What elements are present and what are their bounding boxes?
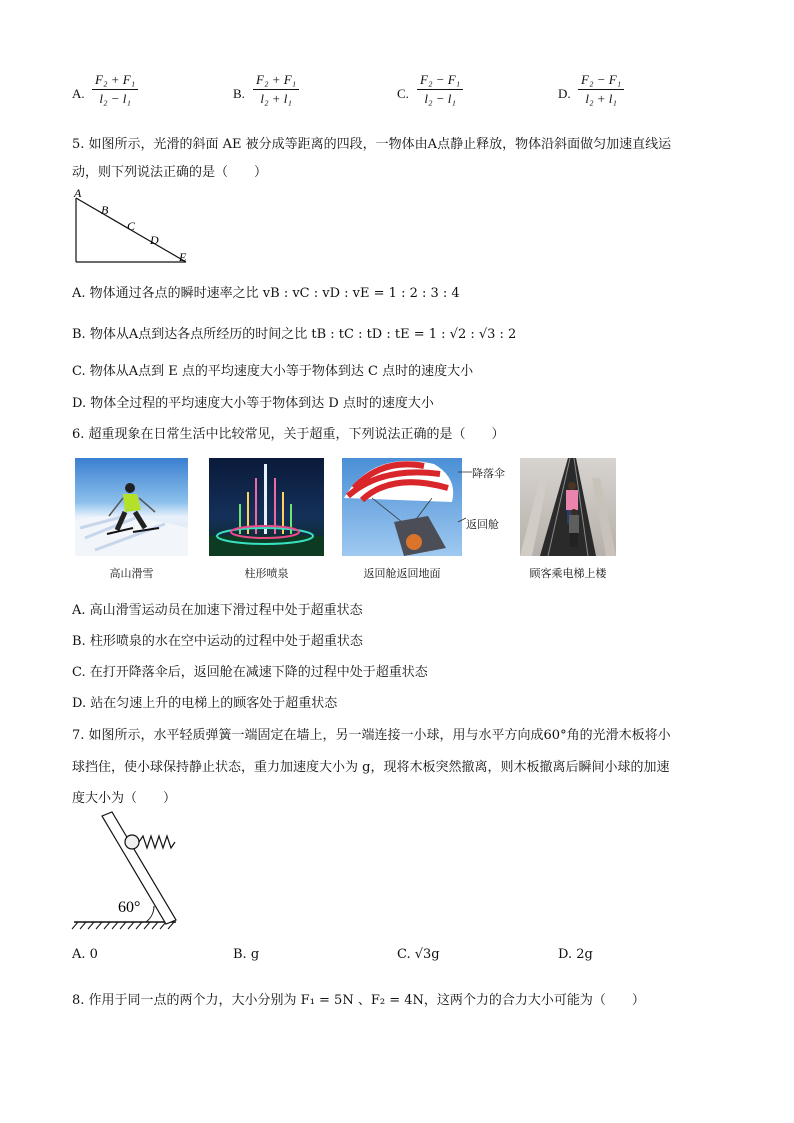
q4-option-a-denominator: l₂ − l₁ [99,91,131,106]
q7-option-b: B. g [233,947,260,962]
q4-option-a-fraction [92,72,138,107]
skier-figure [75,458,188,556]
point-b-label: B [101,203,109,217]
photo-column-fountain [209,458,324,556]
angle-arc [146,906,154,922]
angle-label: 60° [118,899,141,916]
q7-stem-line1: 7. 如图所示，水平轻质弹簧一端固定在墙上，另一端连接一小球，用与水平方向成60°角的光滑木板将小 [72,728,671,743]
q4-option-d-numerator: F₂ − F₁ [578,72,624,90]
q7-stem-line3: 度大小为（ ） [72,791,177,806]
q4-option-d-denominator: l₂ + l₁ [585,91,617,106]
q7-spring-ball-diagram [70,808,190,938]
q4-option-d-label: D. [558,86,571,101]
capsule-parachute-figure [342,458,462,556]
escalator-figure [520,458,616,556]
photo-return-capsule [342,458,462,556]
q5-option-c: C. 物体从A点到 E 点的平均速度大小等于物体到达 C 点时的速度大小 [72,364,474,379]
q4-option-d-fraction [578,72,624,107]
q4-option-c-numerator: F₂ − F₁ [417,72,463,90]
q8-stem: 8. 作用于同一点的两个力，大小分别为 F₁ = 5N 、F₂ = 4N，这两个力的合力大小可能为（ ） [72,993,645,1008]
label-parachute: 降落伞 [472,467,505,480]
point-a-label: A [74,186,82,200]
q4-option-c-fraction [417,72,463,107]
q4-option-b-numerator: F₂ + F₁ [253,72,299,90]
q6-option-d: D. 站在匀速上升的电梯上的顾客处于超重状态 [72,696,338,711]
point-d-label: D [150,233,159,247]
q7-stem-line2: 球挡住，使小球保持静止状态，重力加速度大小为 g，现将木板突然撤离，则木板撤离后瞬间小球的加速 [72,760,670,775]
q4-option-b-denominator: l₂ + l₁ [260,91,292,106]
q4-option-a-numerator: F₂ + F₁ [92,72,138,90]
photo-escalator [520,458,616,556]
caption-alpine-skiing: 高山滑雪 [109,567,154,580]
ball [125,835,139,849]
fountain-figure [209,458,324,556]
q6-option-c: C. 在打开降落伞后，返回舱在减速下降的过程中处于超重状态 [72,665,428,680]
spring [139,836,175,848]
q5-stem-line1: 5. 如图所示，光滑的斜面 AE 被分成等距离的四段，一物体由A点静止释放，物体沿斜面做匀加速直线运 [72,137,672,152]
caption-escalator: 顾客乘电梯上楼 [529,567,607,580]
q6-option-a: A. 高山滑雪运动员在加速下滑过程中处于超重状态 [72,603,363,618]
q4-option-c-denominator: l₂ − l₁ [424,91,456,106]
q5-stem-line2: 动，则下列说法正确的是（ ） [72,165,268,180]
point-c-label: C [127,219,136,233]
q5-option-b: B. 物体从A点到达各点所经历的时间之比 tB : tC : tD : tE = 1 : √2 : √3 : 2 [72,327,517,342]
q4-option-b-label: B. [233,86,245,101]
q5-incline-diagram [70,186,200,268]
label-capsule: 返回舱 [466,518,499,531]
q7-option-c: C. √3g [397,947,440,962]
q6-stem: 6. 超重现象在日常生活中比较常见，关于超重，下列说法正确的是（ ） [72,427,505,442]
q5-option-a: A. 物体通过各点的瞬时速率之比 vB : vC : vD : vE = 1 : 2 : 3 : 4 [72,286,460,301]
q5-option-d: D. 物体全过程的平均速度大小等于物体到达 D 点时的速度大小 [72,396,434,411]
photo-alpine-skiing [75,458,188,556]
q4-option-a-label: A. [72,86,85,101]
q4-option-b-fraction [253,72,299,107]
q7-option-a: A. 0 [72,947,98,962]
point-e-label: E [179,250,187,264]
q7-option-d: D. 2g [558,947,593,962]
caption-column-fountain: 柱形喷泉 [244,567,289,580]
ground-hatching [72,922,174,929]
caption-return-capsule: 返回舱返回地面 [363,567,441,580]
q4-option-c-label: C. [397,86,409,101]
q6-option-b: B. 柱形喷泉的水在空中运动的过程中处于超重状态 [72,634,363,649]
